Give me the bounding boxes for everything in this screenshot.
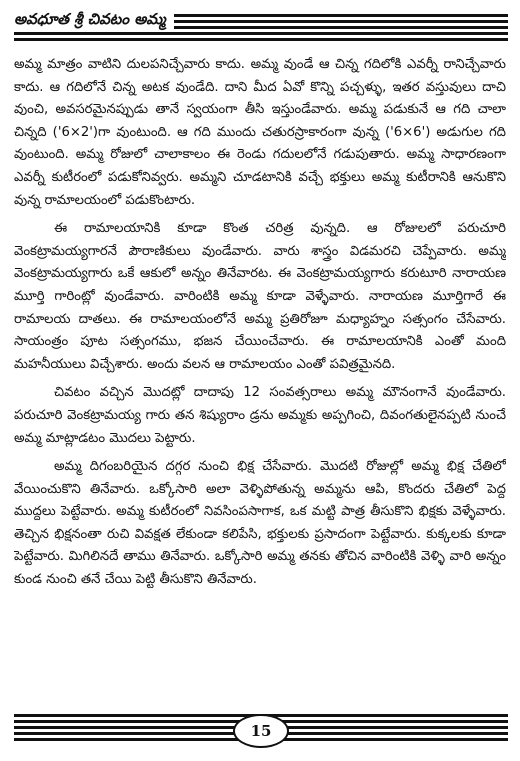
page-header	[14, 6, 508, 46]
paragraph: అమ్మ దిగంబరియైన దగ్గర నుంచి భిక్ష చేసేవారు. మొదటి రోజుల్లో అమ్మ భిక్ష చేతిలో వేయించుకొని తినేవారు. ఒక్కోసారి అలా వెళ్ళిపోతున్న అమ్మను ఆపి, కొందరు చేతిలో పెద్ద ముద్దలు పెట్టేవారు. అమ్మ కుటీరంలో నివసింపసాగాక, ఒక మట్టి పాత్ర తీసుకొని భిక్షకు వెళ్ళేవారు. తెచ్చిన భిక్షనంతా రుచి వివక్షత లేకుండా కలిపేసి, భక్తులకు ప్రసాదంగా పెట్టేవారు. కుక్కలకు కూడా పెట్టేవారు. మిగిలినదే తాము తినేవారు. ఒక్కోసారి అమ్మ తనకు తోచిన వారింటికి వెళ్ళి వారి అన్నం కుండ నుంచి తనే చేయి పెట్టి తీసుకొని తినేవారు.	[14, 459, 506, 588]
page-body	[14, 54, 506, 694]
paragraph: ఈ రామాలయానికి కూడా కొంత చరిత్ర వున్నది. ఆ రోజులలో పరుచూరి వెంకట్రామయ్యగారనే పౌరాణికులు వుండేవారు. వారు శాస్త్రం విడమరచి చెప్పేవారు. అమ్మ వెంకట్రామయ్యగారు ఒకే ఆకులో అన్నం తినేవారట. ఈ వెంకట్రామయ్యగారు కరుటూరి నారాయణ మూర్తి గారింట్లో వుండేవారు. వారింటికి అమ్మ కూడా వెళ్ళేవారు. నారాయణ మూర్తిగారే ఈ రామాలయ దాతలు. ఈ రామాలయంలోనే అమ్మ ప్రతిరోజూ మధ్యాహ్నం సత్సంగం చేసేవారు. సాయంత్రం పూట సత్సంగము, భజన చేయించేవారు. ఈ రామాలయానికి ఎంతో మంది మహనీయులు విచ్చేశారు. అందు వలన ఆ రామాలయం ఎంతో పవిత్రమైనది.	[14, 221, 506, 372]
header-rule	[14, 32, 508, 35]
header-rule	[14, 38, 508, 41]
paragraph: చివటం వచ్చిన మొదట్లో దాదాపు 12 సంవత్సరాలు అమ్మ మౌనంగానే వుండేవారు. పరుచూరి వెంకట్రామయ్య గారు తన శిష్యురాం డ్రను అమ్మకు అప్పగించి, దివంగతులైనప్పటి నుంచే అమ్మ మాట్లాడటం మొదలు పెట్టారు.	[14, 385, 506, 446]
page-footer	[14, 708, 508, 754]
paragraph: అమ్మ మాత్రం వాటిని దులపనిచ్చేవారు కాదు. అమ్మ వుండే ఆ చిన్న గదిలోకి ఎవర్నీ రానిచ్చేవారు కాదు. ఆ గదిలోనే చిన్న అటక వుండేది. దాని మీద ఏవో కొన్ని పచ్చళ్ళు, ఇతర వస్తువులు దాచి వుంచి, అవసరమైనప్పుడు తానే స్వయంగా తీసి ఇస్తుండేవారు. అమ్మ పడుకునే ఆ గది చాలా చిన్నది ('6×2')గా వుంటుంది. ఆ గది ముందు చతురస్రాకారంగా వున్న ('6×6') అడుగుల గది వుంటుంది. అమ్మ రోజులో చాలాకాలం ఈ రెండు గదులలోనే గడుపుతారు. అమ్మ సాధారణంగా ఎవర్నీ కుటీరంలో పడుకోనివ్వరు. అమ్మని చూడటానికి వచ్చే భక్తులు అమ్మ కుటీరానికి ఆనుకొని వున్న రామాలయంలో పడుకొంటారు.	[14, 57, 506, 208]
running-title: అవధూత శ్రీ చివటం అమ్మ	[14, 10, 174, 32]
page-number: 15	[233, 714, 289, 748]
